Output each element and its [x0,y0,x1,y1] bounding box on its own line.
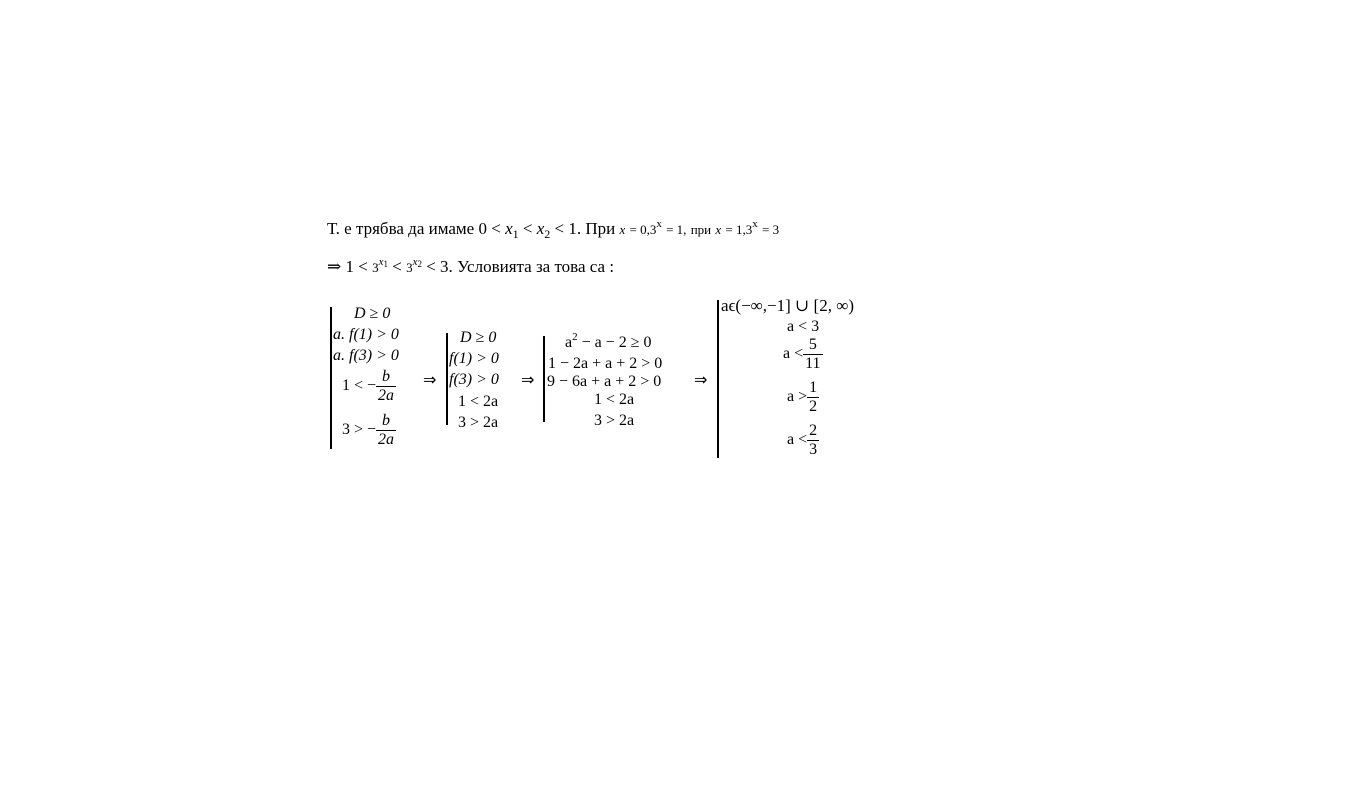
line1-exp-x-b: x [752,218,758,230]
system1-row4-left: 1 < − [342,377,377,395]
system3-row3: 9 − 6a + a + 2 > 0 [547,373,662,390]
system4-row3-left: a < [783,345,804,363]
line1-exp-x-a: x [656,218,662,230]
system2-row4: 1 < 2a [458,393,499,410]
line1-pri: При [585,219,616,238]
system4-row4-left: a > [787,388,808,406]
system4-row5-frac [807,422,819,459]
line1-eq-one-b: = 1, [725,222,746,237]
system3-bar [543,336,545,422]
line1-three-b: 3 [745,222,753,237]
system4-row5-left: a < [787,431,808,449]
line2-exp-a-sub: 1 [383,259,388,269]
line1-eq-one: = 1, [666,222,687,237]
implies-arrow-2: ⇒ [521,370,535,389]
line1-x1: x [505,219,513,238]
system4-row5-num: 2 [809,422,818,439]
line1-x1-sub: 1 [512,227,519,241]
line1-pri2: при [690,222,712,237]
system1-row1: D ≥ 0 [354,305,391,322]
system3-row5: 3 > 2a [594,412,635,429]
system2 [449,326,521,436]
system4-row4-num: 1 [809,379,818,396]
text-line-1 [327,219,779,241]
line1-x-var2: x [715,222,722,237]
system4-row1: aϵ(−∞,−1] ∪ [2, ∞) [721,296,854,315]
system2-bar [446,333,448,425]
system4-row3-frac [803,336,822,373]
system4-row3-num: 5 [808,336,817,353]
system1-row5-left: 3 > − [342,421,377,439]
system4-bar [717,300,719,458]
system2-row5: 3 > 2a [458,414,499,431]
system4-row2: a < 3 [787,318,820,335]
system3-row1-base: a [565,334,573,351]
system3 [547,331,697,441]
line1-ineq-c: < 1. [554,219,582,238]
line2-three-b: 3 [406,260,413,275]
line2-exp-b-sub: 2 [417,259,422,269]
system1-row5-frac [376,412,396,449]
line2-implies: ⇒ [327,257,342,276]
system2-row1: D ≥ 0 [460,329,497,346]
system4 [721,294,896,469]
line2-exp-a: x [378,256,384,268]
system1-row4-frac [376,368,396,405]
system4-row4-den: 2 [809,398,818,415]
line1-eq-zero: = 0, [629,222,650,237]
line2-three-a: 3 [372,260,379,275]
line2-lt: < [392,257,402,276]
system1-row5 [342,412,396,449]
system4-row4 [787,379,819,416]
system1-bar [330,307,332,449]
system4-row3 [783,336,823,373]
line1-ineq-a: 0 < [478,219,501,238]
implies-arrow-3: ⇒ [694,370,708,389]
system4-row5 [787,422,819,459]
implies-arrow-1: ⇒ [423,370,437,389]
system1-row5-num: b [382,412,391,429]
line1-prefix: Т. е трябва да имаме [327,219,475,238]
system2-row2: f(1) > 0 [449,350,499,367]
system3-row4: 1 < 2a [594,391,635,408]
system3-row1-rest: − a − 2 ≥ 0 [581,334,652,351]
system3-row2: 1 − 2a + a + 2 > 0 [548,355,663,372]
system4-row3-den: 11 [805,355,821,372]
line1-ineq-b: < [522,219,533,238]
line1-x2-sub: 2 [544,227,551,241]
system3-row1-exp: 2 [572,331,578,343]
system1-row4 [342,368,396,405]
system4-row5-den: 3 [809,441,818,458]
line1-x2: x [536,219,545,238]
line2-lt-three: < 3. [426,257,453,276]
system2-row3: f(3) > 0 [449,371,499,388]
line2-exp-b: x [412,256,418,268]
line2-conditions: Условията за това са : [457,257,615,276]
system1-row4-num: b [382,368,391,385]
system1-row2: a. f(1) > 0 [333,326,399,343]
system1-row3: a. f(3) > 0 [333,347,399,364]
system1-row4-den: 2a [378,387,395,404]
system1 [333,302,423,462]
system4-row4-frac [807,379,819,416]
line2-one-lt: 1 < [345,257,368,276]
line1-three-a: 3 [649,222,657,237]
line1-x-var: x [619,222,626,237]
system3-row1 [565,333,652,354]
system1-row5-den: 2a [378,431,395,448]
line1-eq-three: = 3 [761,222,780,237]
text-line-2 [327,257,614,279]
